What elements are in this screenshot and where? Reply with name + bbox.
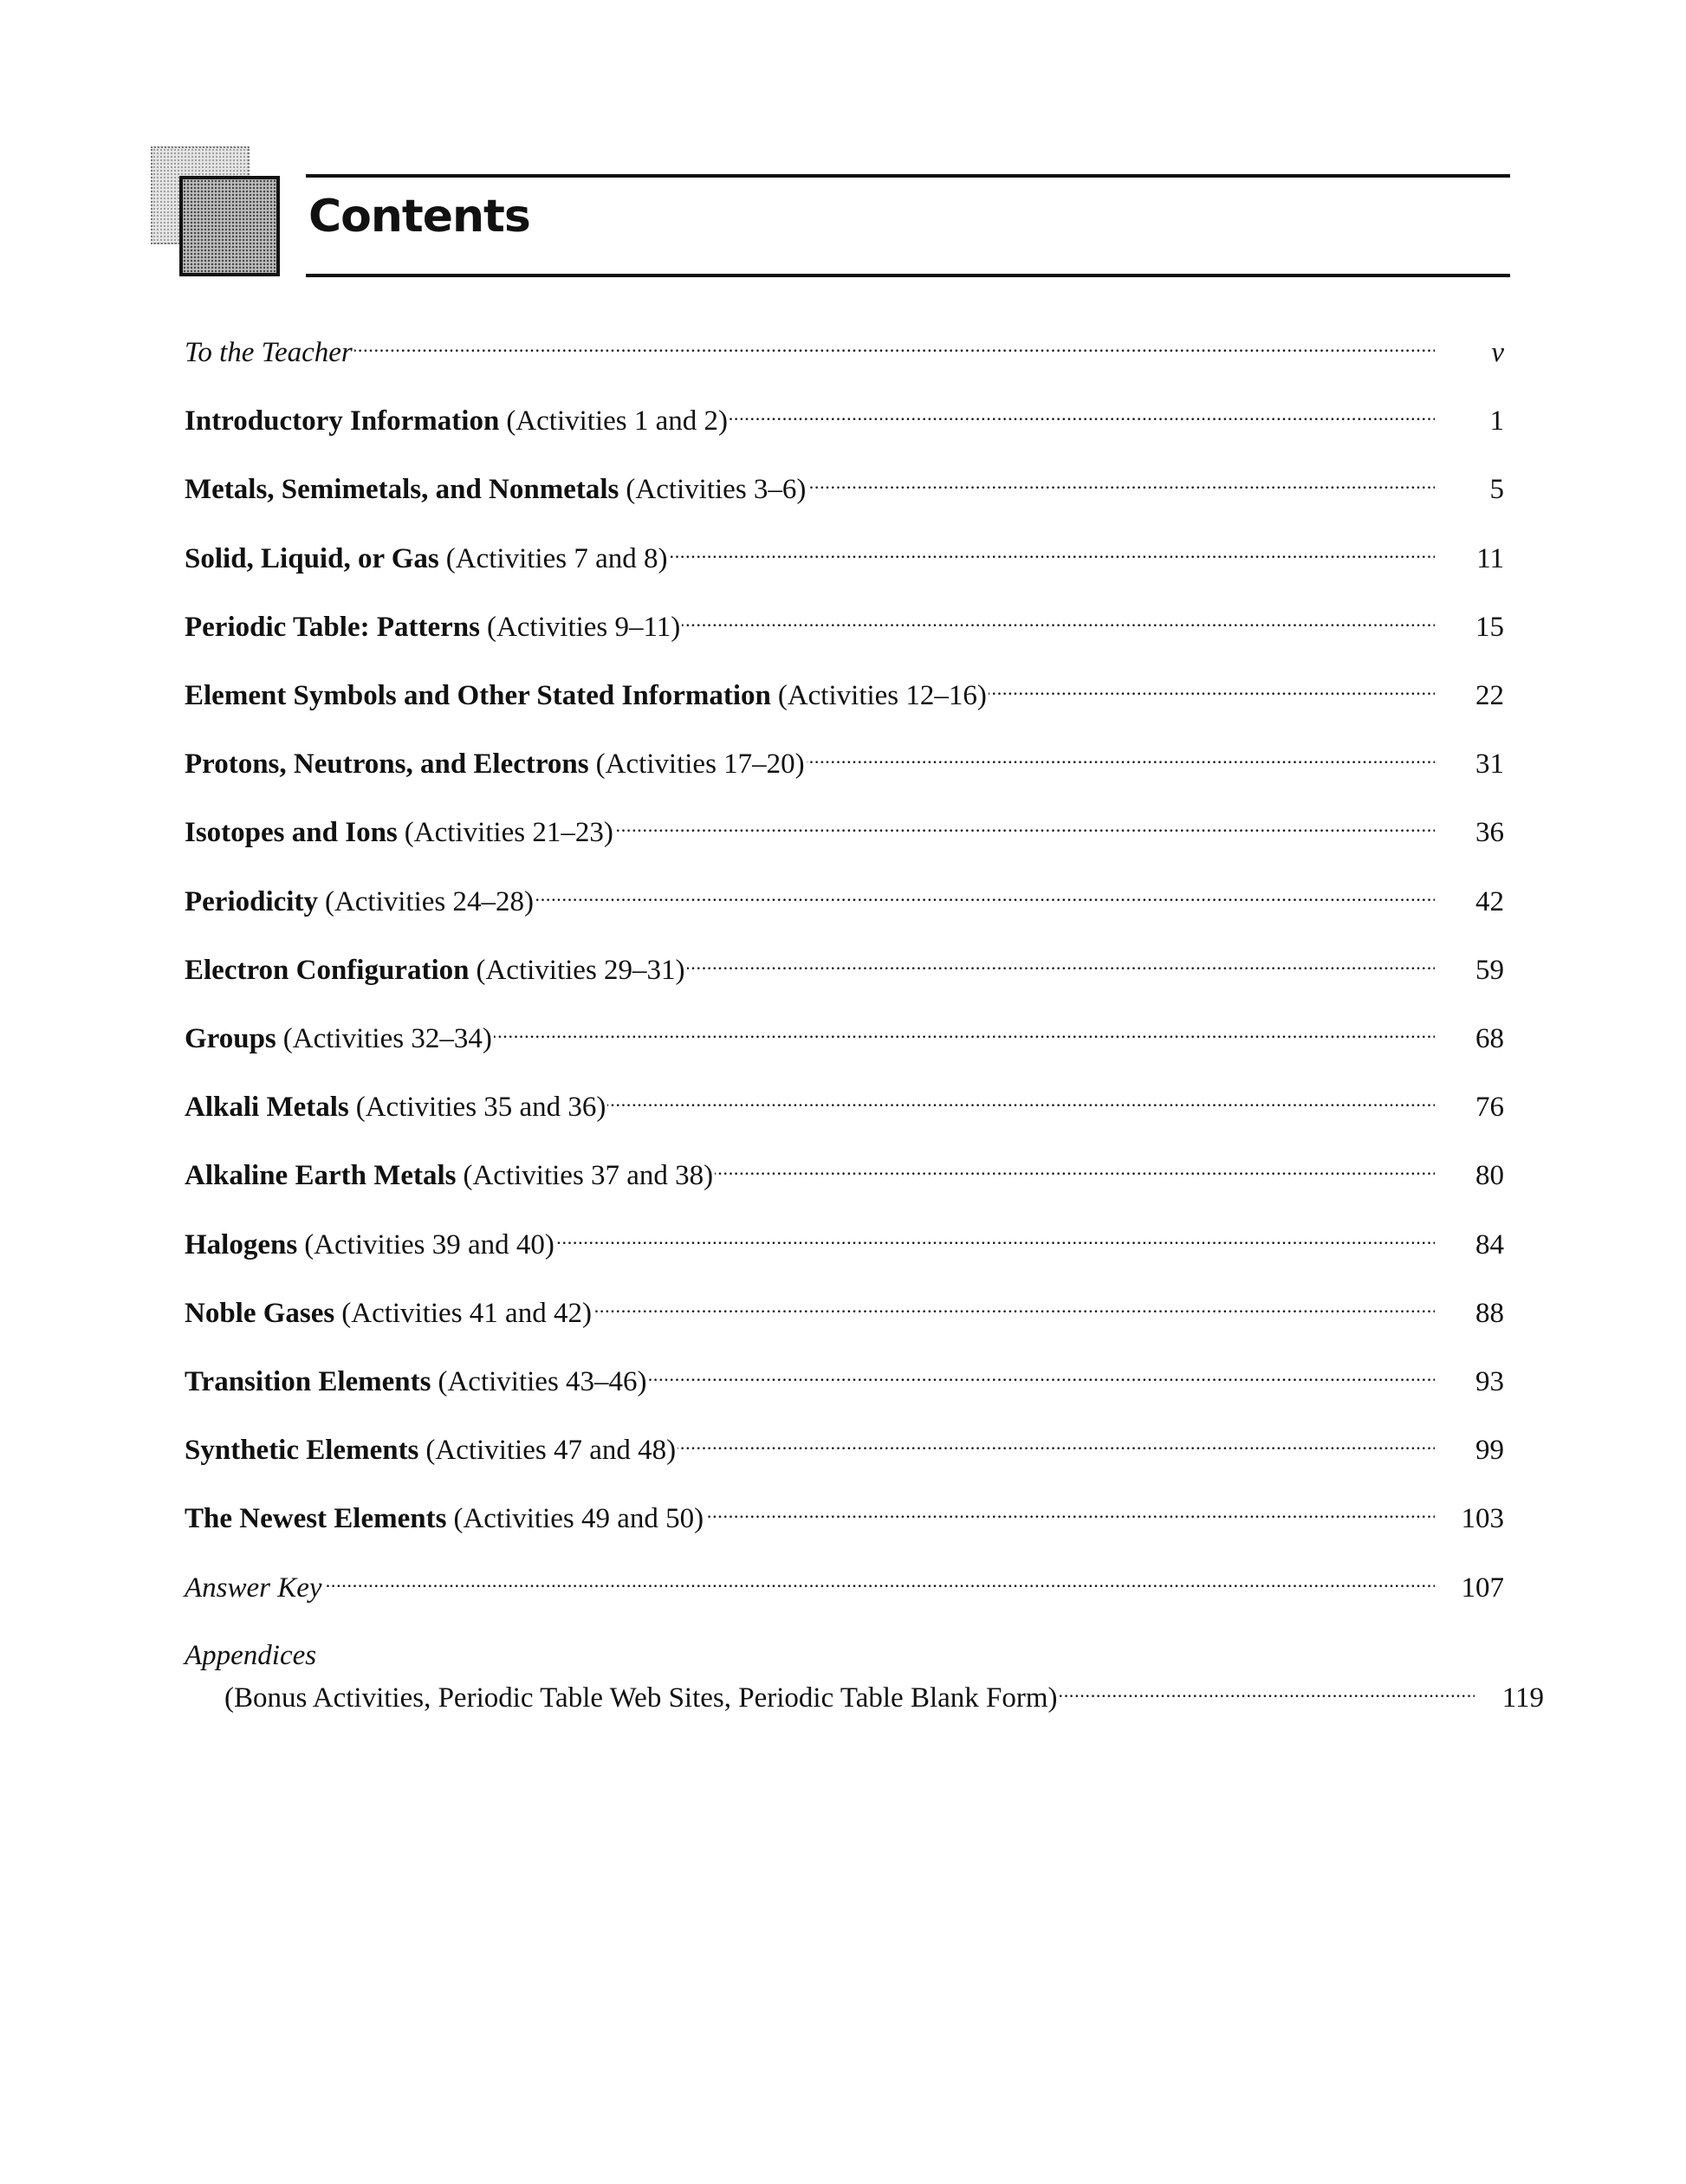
toc-entry-title: Halogens — [185, 1228, 298, 1260]
toc-entry[interactable] — [185, 807, 1504, 849]
toc-entry[interactable] — [185, 1562, 1504, 1604]
toc-entry-title: Protons, Neutrons, and Electrons — [185, 749, 589, 781]
toc-entry-page: 99 — [1475, 1435, 1504, 1467]
toc-entry-activities: (Activities 24–28) — [324, 885, 534, 917]
toc-entry-page: 11 — [1476, 542, 1504, 574]
toc-entry-page: v — [1491, 337, 1504, 368]
toc-entry-page: 59 — [1475, 954, 1504, 986]
toc-entry-activities: (Bonus Activities, Periodic Table Web Sites, Periodic Table Blank Form) — [224, 1682, 1058, 1714]
toc-entry[interactable] — [185, 601, 1504, 643]
toc-entry-page: 68 — [1475, 1023, 1504, 1054]
toc-entry-activities: (Activities 35 and 36) — [355, 1092, 606, 1124]
toc-entry-page: 103 — [1461, 1503, 1504, 1535]
toc-entry[interactable] — [185, 1013, 1504, 1054]
toc-entry-title: Introductory Information — [185, 405, 500, 437]
dot-leader — [687, 944, 1435, 979]
toc-entry-activities: (Activities 43–46) — [438, 1366, 647, 1397]
header-top-rule — [306, 174, 1510, 178]
toc-entry[interactable] — [185, 1219, 1504, 1260]
toc-entry-activities: (Activities 1 and 2) — [506, 405, 728, 437]
header-bottom-rule — [306, 274, 1510, 277]
dot-leader — [678, 1424, 1435, 1459]
toc-entry-activities: (Activities 47 and 48) — [425, 1435, 677, 1467]
toc-entry-activities: (Activities 17–20) — [595, 749, 805, 781]
toc-entry-page: 31 — [1475, 749, 1504, 781]
toc-entry[interactable] — [185, 1493, 1504, 1535]
toc-entry[interactable] — [185, 533, 1504, 574]
dot-leader — [682, 601, 1435, 636]
toc-entry[interactable] — [185, 944, 1504, 986]
dot-leader — [1060, 1672, 1475, 1707]
dot-leader — [494, 1013, 1435, 1047]
dot-leader — [669, 533, 1435, 567]
toc-entry[interactable] — [185, 327, 1504, 368]
toc-entry-page: 107 — [1461, 1572, 1504, 1604]
toc-entry-title: Metals, Semimetals, and Nonmetals — [185, 474, 619, 506]
toc-entry-title: Periodicity — [185, 885, 318, 917]
dot-leader — [535, 876, 1435, 911]
toc-entry-page: 76 — [1475, 1092, 1504, 1124]
contents-decorative-icon-front — [179, 176, 280, 276]
dot-leader — [556, 1219, 1435, 1254]
toc-entry-page: 22 — [1475, 680, 1504, 711]
toc-entry-title: Periodic Table: Patterns — [185, 611, 480, 643]
dot-leader — [615, 807, 1435, 841]
toc-entry[interactable] — [185, 1356, 1504, 1397]
toc-entry[interactable] — [185, 1150, 1504, 1192]
toc-entry-title: The Newest Elements — [185, 1503, 447, 1535]
dot-leader — [324, 1562, 1435, 1597]
toc-entry-title: Noble Gases — [185, 1297, 335, 1329]
toc-entry[interactable] — [185, 670, 1504, 711]
page-title: Contents — [308, 191, 530, 243]
toc-entry-activities: (Activities 12–16) — [777, 680, 987, 711]
toc-entry-activities: (Activities 39 and 40) — [304, 1228, 554, 1260]
dot-leader — [807, 463, 1435, 498]
toc-entry-page: 42 — [1475, 885, 1504, 917]
toc-entry-page: 84 — [1475, 1228, 1504, 1260]
dot-leader — [730, 395, 1435, 430]
toc-entry-appendices[interactable] — [185, 1672, 1544, 1714]
dot-leader — [807, 738, 1435, 773]
toc-entry-activities: (Activities 3–6) — [626, 474, 807, 506]
toc-entry[interactable] — [185, 1424, 1504, 1467]
toc-entry[interactable] — [185, 395, 1504, 437]
toc-entry-activities: (Activities 37 and 38) — [463, 1160, 714, 1192]
toc-entry-appendices-title[interactable] — [185, 1638, 1504, 1673]
toc-entry[interactable] — [185, 463, 1504, 506]
toc-entry[interactable] — [185, 738, 1504, 781]
toc-entry-title: Alkaline Earth Metals — [185, 1160, 457, 1192]
toc-entry-page: 5 — [1489, 474, 1504, 506]
toc-entry-title: Alkali Metals — [185, 1092, 349, 1124]
toc-entry-title: Electron Configuration — [185, 954, 470, 986]
dot-leader — [607, 1081, 1435, 1116]
dot-leader — [354, 327, 1435, 361]
toc-entry-activities: (Activities 49 and 50) — [453, 1503, 704, 1535]
dot-leader — [649, 1356, 1435, 1390]
toc-entry-title: Isotopes and Ions — [185, 817, 398, 849]
toc-entry-activities: (Activities 29–31) — [476, 954, 685, 986]
toc-entry-title: Solid, Liquid, or Gas — [185, 542, 439, 574]
toc-entry-activities: (Activities 32–34) — [282, 1023, 492, 1054]
toc-entry-title: Synthetic Elements — [185, 1435, 419, 1467]
dot-leader — [593, 1287, 1435, 1322]
toc-entry-page: 88 — [1475, 1297, 1504, 1329]
toc-entry-page: 80 — [1475, 1160, 1504, 1192]
toc-entry[interactable] — [185, 1081, 1504, 1124]
toc-entry-page: 1 — [1489, 405, 1504, 437]
toc-entry-activities: (Activities 7 and 8) — [445, 542, 668, 574]
dot-leader — [989, 670, 1435, 704]
toc-entry-activities: (Activities 9–11) — [486, 611, 681, 643]
dot-leader — [715, 1150, 1435, 1184]
toc-entry-title: Answer Key — [185, 1572, 322, 1604]
toc-entry-title: Appendices — [185, 1640, 317, 1671]
toc-entry[interactable] — [185, 876, 1504, 917]
toc-entry-page: 15 — [1475, 611, 1504, 643]
toc-entry-title: To the Teacher — [185, 337, 353, 368]
toc-entry-activities: (Activities 21–23) — [404, 817, 613, 849]
toc-entry-title: Element Symbols and Other Stated Information — [185, 680, 771, 711]
toc-entry-page: 93 — [1475, 1366, 1504, 1397]
toc-entry-title: Groups — [185, 1023, 276, 1054]
dot-leader — [705, 1493, 1435, 1527]
toc-entry-title: Transition Elements — [185, 1366, 431, 1397]
toc-entry-activities: (Activities 41 and 42) — [341, 1297, 592, 1329]
toc-entry[interactable] — [185, 1287, 1504, 1329]
toc-entry-page: 36 — [1475, 817, 1504, 849]
toc-entry-page: 119 — [1501, 1682, 1544, 1714]
